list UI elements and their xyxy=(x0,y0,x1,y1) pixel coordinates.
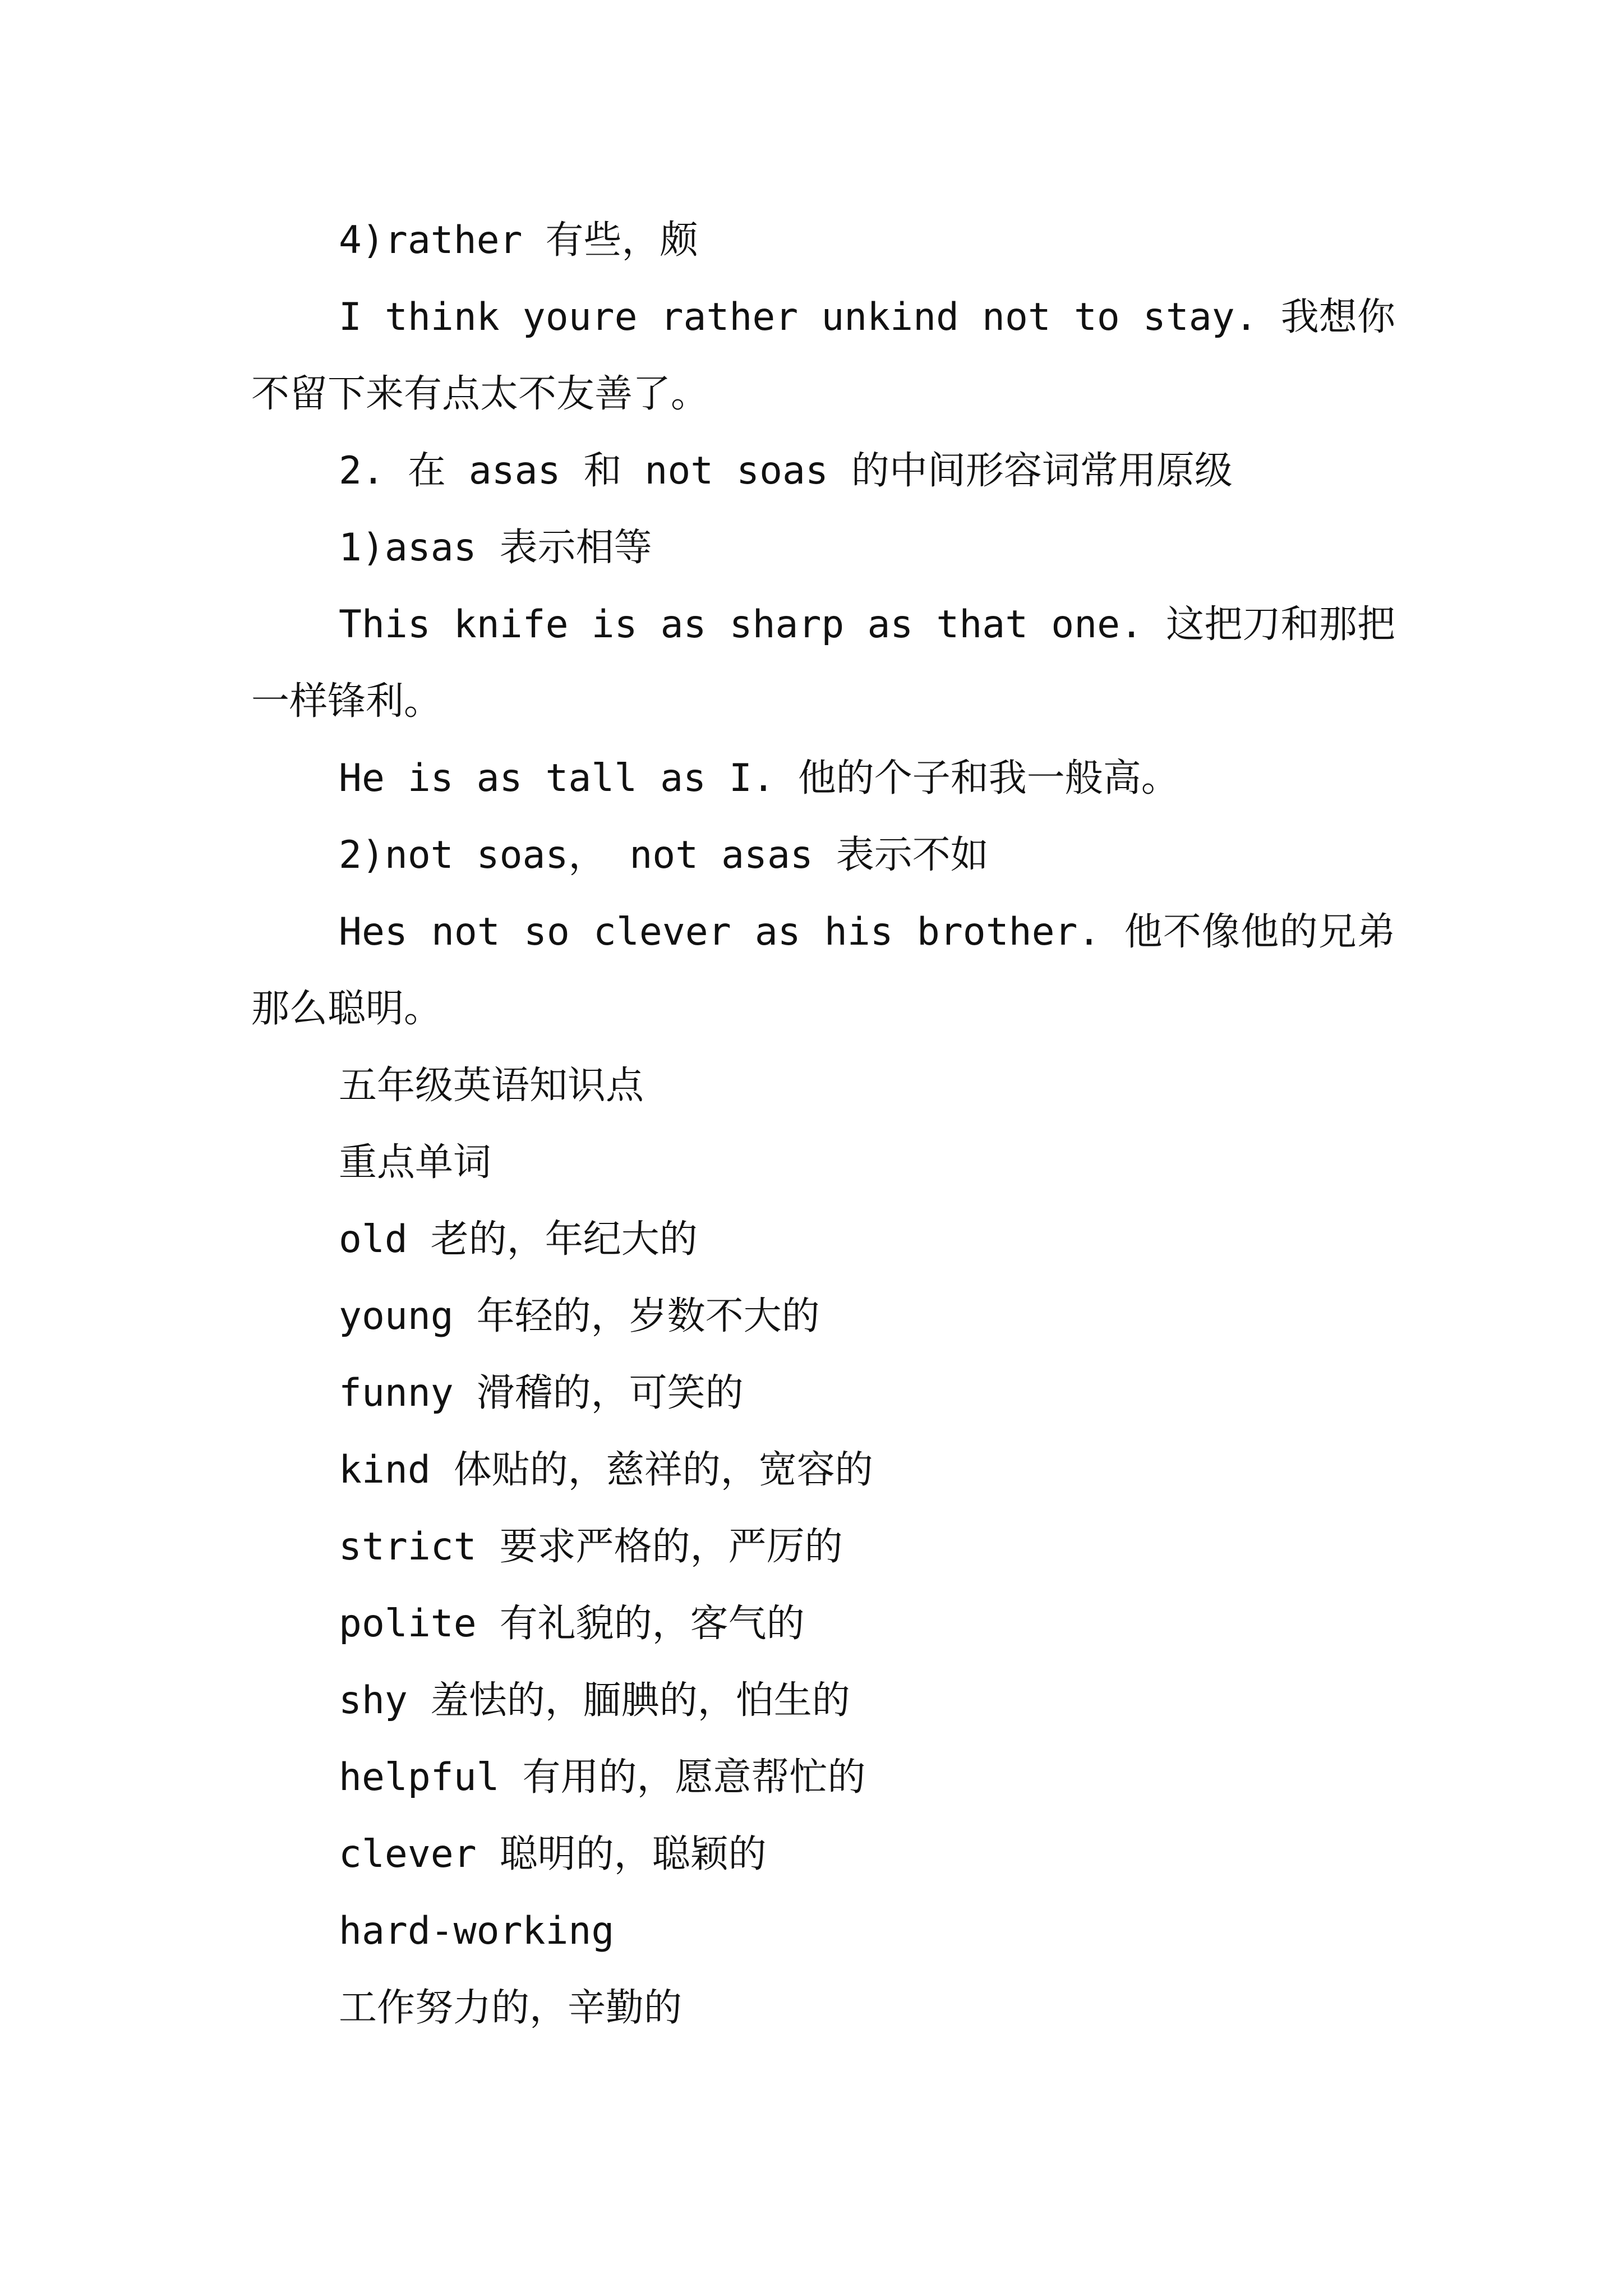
paragraph: 2)not soas， not asas 表示不如 xyxy=(339,833,989,877)
paragraph: He is as tall as I. 他的个子和我一般高。 xyxy=(339,756,1179,800)
section-heading: 五年级英语知识点 xyxy=(339,1064,644,1108)
paragraph: This knife is as sharp as that one. 这把刀和那把一样锋利。 xyxy=(251,602,1395,724)
vocab-item: helpful 有用的，愿意帮忙的 xyxy=(339,1755,866,1800)
vocab-item: young 年轻的，岁数不大的 xyxy=(339,1294,820,1338)
document-body xyxy=(251,202,1395,2046)
vocab-item: clever 聪明的，聪颖的 xyxy=(339,1832,767,1876)
vocab-item: old 老的，年纪大的 xyxy=(339,1217,698,1262)
vocab-item: kind 体贴的，慈祥的，宽容的 xyxy=(339,1448,873,1492)
paragraph: 1)asas 表示相等 xyxy=(339,526,652,570)
vocab-item: polite 有礼貌的，客气的 xyxy=(339,1602,805,1646)
paragraph: 2. 在 asas 和 not soas 的中间形容词常用原级 xyxy=(339,449,1233,493)
vocab-item: strict 要求严格的，严厉的 xyxy=(339,1525,843,1569)
paragraph: 4)rather 有些，颇 xyxy=(339,218,698,263)
vocab-item: 工作努力的，辛勤的 xyxy=(339,1986,683,2030)
subsection-heading: 重点单词 xyxy=(339,1140,492,1185)
paragraph: Hes not so clever as his brother. 他不像他的兄弟那么聪明。 xyxy=(251,910,1395,1031)
vocab-item: hard-working xyxy=(339,1909,615,1953)
paragraph: I think youre rather unkind not to stay. 我想你不留下来有点太不友善了。 xyxy=(251,295,1395,416)
vocab-item: shy 羞怯的，腼腆的，怕生的 xyxy=(339,1678,850,1723)
vocab-item: funny 滑稽的，可笑的 xyxy=(339,1371,744,1415)
